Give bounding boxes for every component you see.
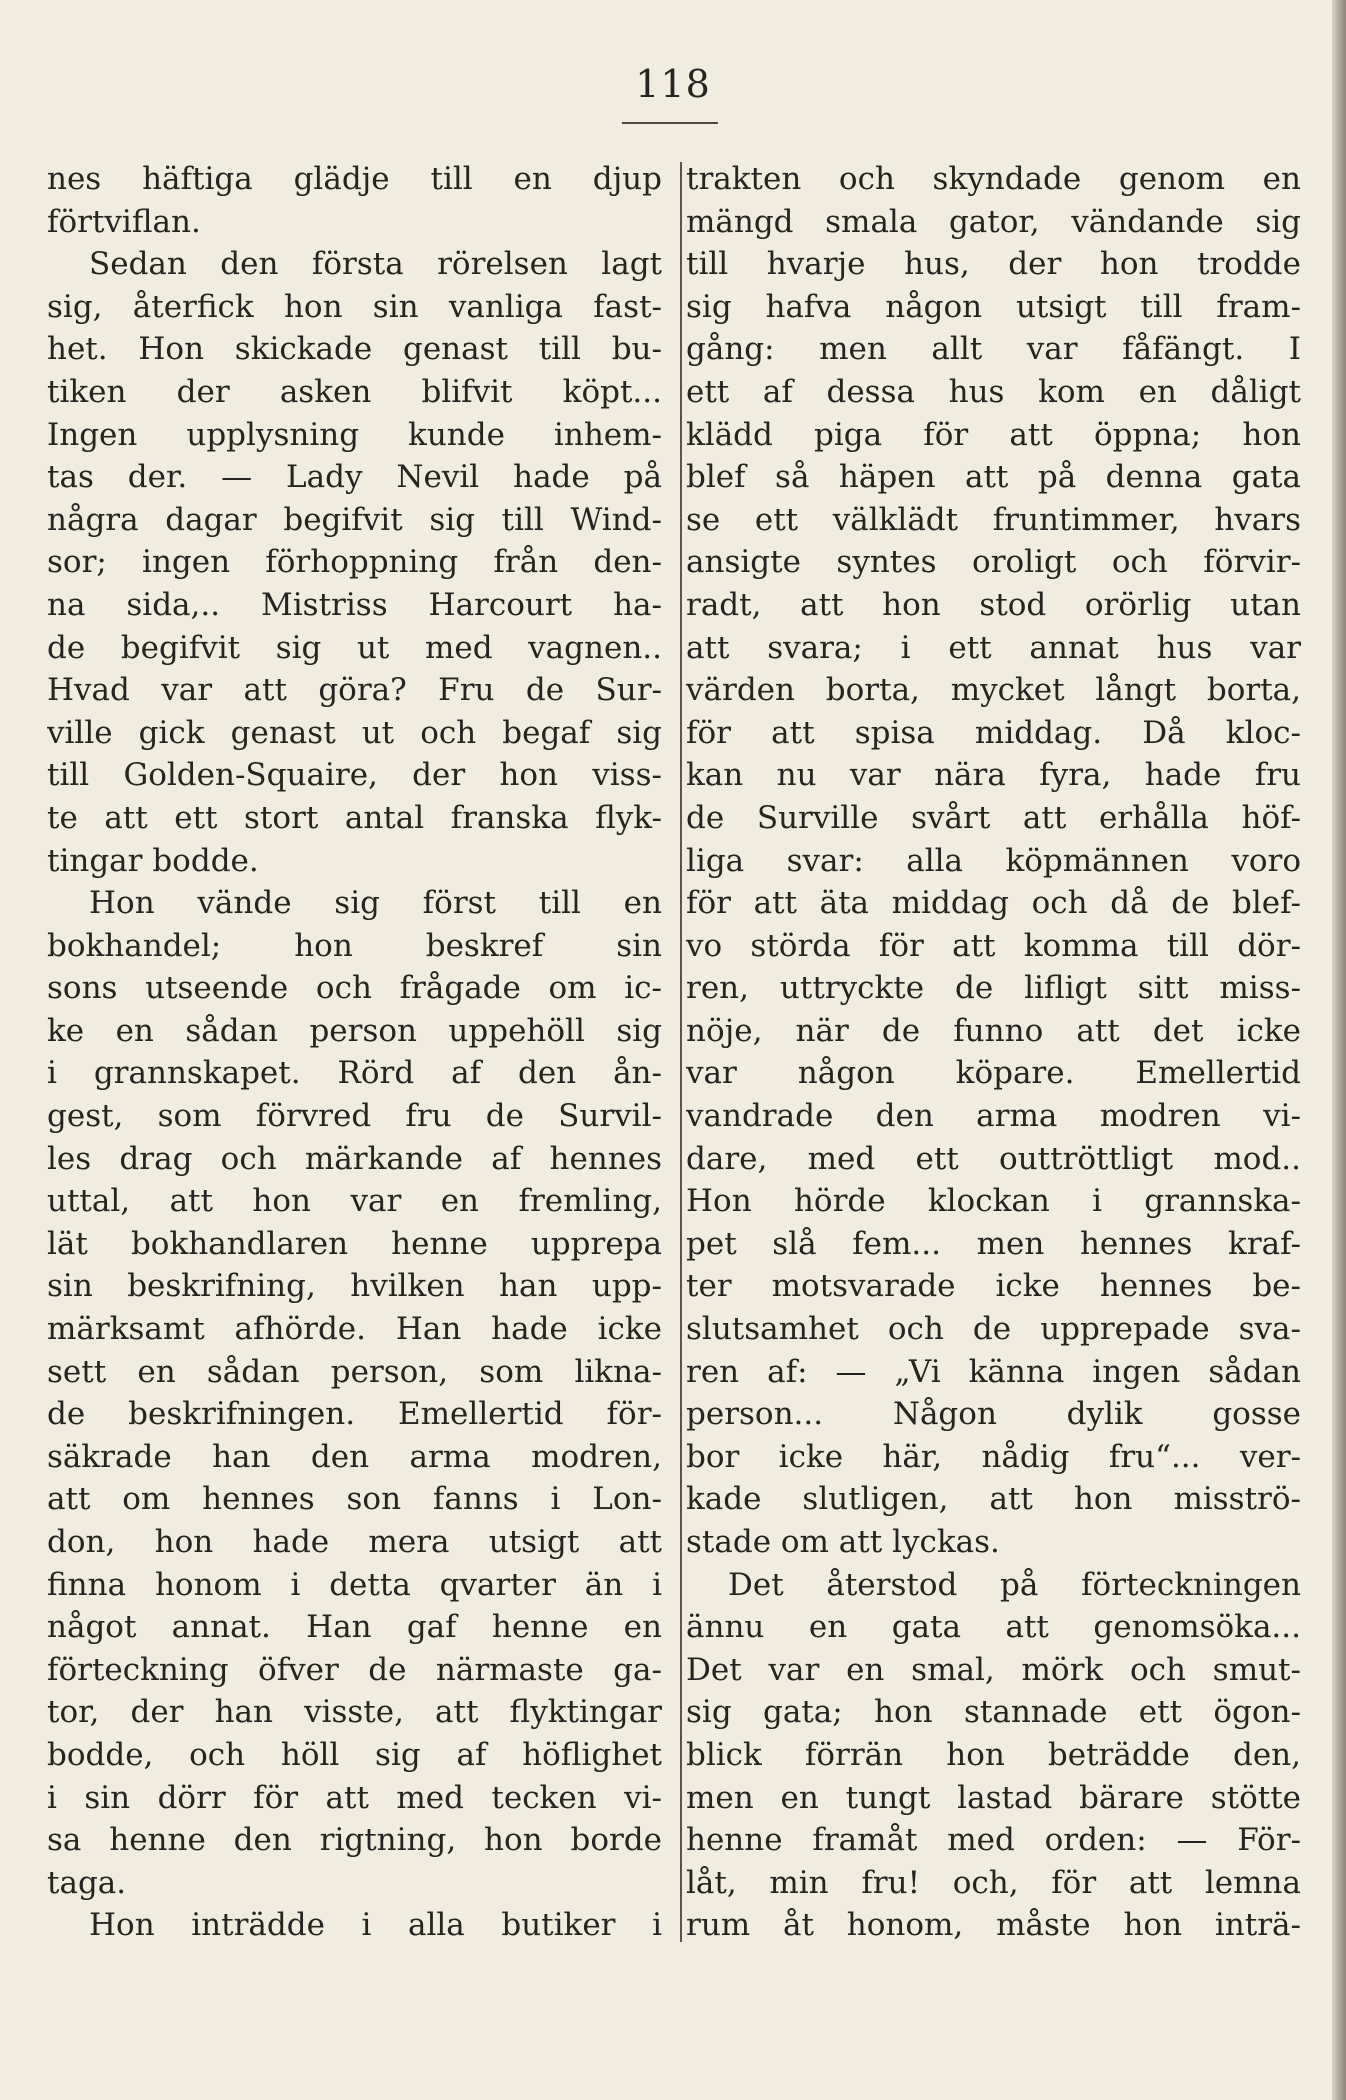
right-column-line: värden borta, mycket långt borta, [686,672,1301,709]
left-text-column [47,158,662,1947]
right-column-line: ännu en gata att genomsöka... [686,1609,1301,1646]
left-column-line: don, hon hade mera utsigt att [47,1524,662,1560]
right-column-line: vo störda för att komma till dör- [686,927,1301,964]
right-column-line: sig hafva någon utsigt till fram- [686,288,1301,325]
right-column-line: de Surville svårt att erhålla höf- [686,799,1301,836]
right-column-line: Det var en smal, mörk och smut- [686,1651,1301,1688]
right-column-line: var någon köpare. Emellertid [686,1055,1301,1092]
right-column-line: Det återstod på förteckningen [728,1566,1301,1603]
right-text-column [686,158,1301,1947]
right-column-line: slutsamhet och de upprepade sva- [686,1311,1301,1348]
left-column-line: uttal, att hon var en fremling, [47,1183,662,1220]
left-column-line: tas der. — Lady Nevil hade på [47,459,662,496]
right-column-line: stade om att lyckas. [686,1524,1000,1560]
page-edge [1332,0,1346,2100]
right-column-line: blef så häpen att på denna gata [686,459,1301,496]
left-column-line: att om hennes son fanns i Lon- [47,1481,662,1518]
left-column-line: lät bokhandlaren henne upprepa [47,1225,662,1262]
left-column-line: na sida,.. Mistriss Harcourt ha- [47,586,662,623]
page-number-rule [622,122,718,124]
left-column-line: några dagar begifvit sig till Wind- [47,501,662,538]
right-column-line: se ett välklädt fruntimmer, hvars [686,501,1301,538]
right-column-line: mängd smala gator, vändande sig [686,203,1301,240]
left-column-line: säkrade han den arma modren, [47,1438,662,1475]
left-column-line: förtviflan. [47,203,201,240]
left-column-line: märksamt afhörde. Han hade icke [47,1311,662,1348]
left-column-line: Hon vände sig först till en [89,885,662,922]
right-column-line: ter motsvarade icke hennes be- [686,1268,1301,1305]
left-column-line: nes häftiga glädje till en djup [47,161,662,197]
right-column-line: till hvarje hus, der hon trodde [686,246,1301,283]
right-column-line: klädd piga för att öppna; hon [686,416,1301,453]
right-column-line: gång: men allt var fåfängt. I [686,331,1301,368]
left-column-line: sin beskrifning, hvilken han upp- [47,1268,662,1305]
right-column-line: låt, min fru! och, för att lemna [686,1864,1301,1901]
left-column-line: tor, der han visste, att flyktingar [47,1694,662,1731]
right-column-line: blick förrän hon beträdde den, [686,1736,1301,1773]
right-column-line: rum åt honom, måste hon inträ- [686,1907,1301,1944]
right-column-line: radt, att hon stod orörlig utan [686,586,1301,623]
right-column-line: henne framåt med orden: — För- [686,1822,1301,1859]
left-column-line: tingar bodde. [47,842,259,879]
right-column-line: vandrade den arma modren vi- [686,1098,1301,1135]
left-column-line: i grannskapet. Rörd af den ån- [47,1055,662,1092]
left-column-line: något annat. Han gaf henne en [47,1609,662,1646]
left-column-line: te att ett stort antal franska flyk- [47,799,662,836]
left-column-line: Hon inträdde i alla butiker i [89,1907,662,1944]
left-column-line: finna honom i detta qvarter än i [47,1566,662,1603]
left-column-line: de beskrifningen. Emellertid för- [47,1396,662,1433]
right-column-line: ansigte syntes oroligt och förvir- [686,544,1301,581]
right-column-line: liga svar: alla köpmännen voro [686,842,1301,879]
left-column-line: taga. [47,1864,127,1901]
right-column-line: att svara; i ett annat hus var [686,629,1301,666]
right-column-line: ren, uttryckte de lifligt sitt miss- [686,970,1301,1007]
right-column-line: för att spisa middag. Då kloc- [686,714,1301,751]
left-column-line: ville gick genast ut och begaf sig [47,714,662,751]
left-column-line: ke en sådan person uppehöll sig [47,1012,662,1049]
right-column-line: Hon hörde klockan i grannska- [686,1183,1301,1220]
left-column-line: bodde, och höll sig af höflighet [47,1736,662,1773]
left-column-line: förteckning öfver de närmaste ga- [47,1651,662,1688]
left-column-line: Sedan den första rörelsen lagt [89,246,662,283]
left-column-line: sor; ingen förhoppning från den- [47,544,662,581]
right-column-line: trakten och skyndade genom en [686,161,1301,197]
left-column-line: sett en sådan person, som likna- [47,1353,662,1390]
left-column-line: les drag och märkande af hennes [47,1140,662,1177]
left-column-line: Hvad var att göra? Fru de Sur- [47,672,662,709]
right-column-line: ett af dessa hus kom en dåligt [686,373,1301,410]
page-number: 118 [635,62,711,106]
left-column-line: het. Hon skickade genast till bu- [47,331,662,368]
right-column-line: för att äta middag och då de blef- [686,885,1301,922]
left-column-line: Ingen upplysning kunde inhem- [47,416,662,453]
left-column-line: bokhandel; hon beskref sin [47,927,662,964]
left-column-line: i sin dörr för att med tecken vi- [47,1779,662,1816]
right-column-line: kade slutligen, att hon misströ- [686,1481,1301,1518]
column-divider [680,162,682,1942]
left-column-line: de begifvit sig ut med vagnen.. [47,629,662,666]
right-column-line: pet slå fem... men hennes kraf- [686,1225,1301,1262]
right-column-line: person... Någon dylik gosse [686,1396,1301,1433]
left-column-line: sa henne den rigtning, hon borde [47,1822,662,1859]
left-column-line: sons utseende och frågade om ic- [47,970,662,1007]
left-column-line: till Golden-Squaire, der hon viss- [47,757,662,794]
left-column-line: tiken der asken blifvit köpt... [47,373,662,410]
left-column-line: gest, som förvred fru de Survil- [47,1098,662,1135]
right-column-line: kan nu var nära fyra, hade fru [686,757,1301,794]
right-column-line: nöje, när de funno att det icke [686,1012,1301,1049]
right-column-line: dare, med ett outtröttligt mod.. [686,1140,1301,1177]
right-column-line: ren af: — „Vi känna ingen sådan [686,1353,1301,1390]
right-column-line: sig gata; hon stannade ett ögon- [686,1694,1301,1731]
right-column-line: bor icke här, nådig fru“... ver- [686,1438,1301,1475]
left-column-line: sig, återfick hon sin vanliga fast- [47,288,662,325]
right-column-line: men en tungt lastad bärare stötte [686,1779,1301,1816]
